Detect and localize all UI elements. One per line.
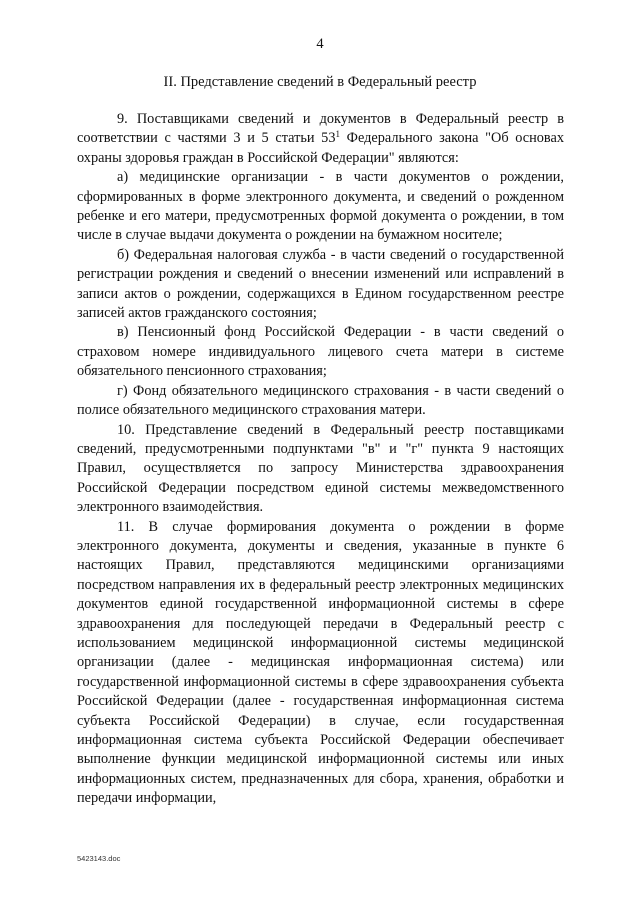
document-body bbox=[77, 110, 564, 809]
paragraph-9b: б) Федеральная налоговая служба - в части сведений о государственной регистрации рождения и сведений о внесении изменений или исправлений в записи актов о рождении, содержащихся в Едином государственном реестре записей актов гражданского состояния; bbox=[77, 246, 564, 322]
section-title: II. Представление сведений в Федеральный реестр bbox=[163, 74, 477, 90]
paragraph-10: 10. Представление сведений в Федеральный реестр поставщиками сведений, предусмотренными подпунктами "в" и "г" пункта 9 настоящих Правил, осуществляется по запросу Министерства здравоохранения Российской Федерации посредством единой системы межведомственного электронного взаимодействия. bbox=[77, 421, 564, 516]
page-number: 4 bbox=[316, 36, 324, 52]
document-filename: 5423143.doc bbox=[77, 854, 121, 863]
paragraph-9-text-start: 9. Поставщиками сведений и документов в Федеральный реестр в соответствии с частями 3 и 5 статьи 53 bbox=[77, 111, 564, 147]
paragraph-9g: г) Фонд обязательного медицинского страхования - в части сведений о полисе обязательного медицинского страхования матери. bbox=[77, 382, 564, 419]
paragraph-9v: в) Пенсионный фонд Российской Федерации - в части сведений о страховом номере индивидуального лицевого счета матери в системе обязательного пенсионного страхования; bbox=[77, 324, 564, 380]
paragraph-9 bbox=[77, 110, 564, 168]
paragraph-9a: а) медицинские организации - в части документов о рождении, сформированных в форме электронного документа, и сведений о рожденном ребенке и его матери, предусмотренных формой документа о рождении, в том числе в случае выдачи документа о рождении на бумажном носителе; bbox=[77, 169, 564, 244]
paragraph-11: 11. В случае формирования документа о рождении в форме электронного документа, документы и сведения, указанные в пункте 6 настоящих Правил, представляются медицинскими организациями посредством направления их в федеральный реестр электронных медицинских документов единой государственной информационной системы в сфере здравоохранения для последующей передачи в Федеральный реестр с использованием медицинской информационной системы медицинской организации (далее - медицинская информационная система) или государственной информационной системы в сфере здравоохранения субъекта Российской Федерации (далее - государственная информационная система субъекта Российской Федерации) в случае, если государственная информационная система субъекта Российской Федерации обеспечивает выполнение функции медицинской информационной системы или иных информационных систем, предназначенных для сбора, хранения, обработки и передачи информации, bbox=[77, 518, 564, 807]
article-superscript: 1 bbox=[335, 129, 340, 140]
paragraph-9-text-end: Федерального закона "Об основах охраны здоровья граждан в Российской Федерации" являются: bbox=[77, 130, 564, 166]
